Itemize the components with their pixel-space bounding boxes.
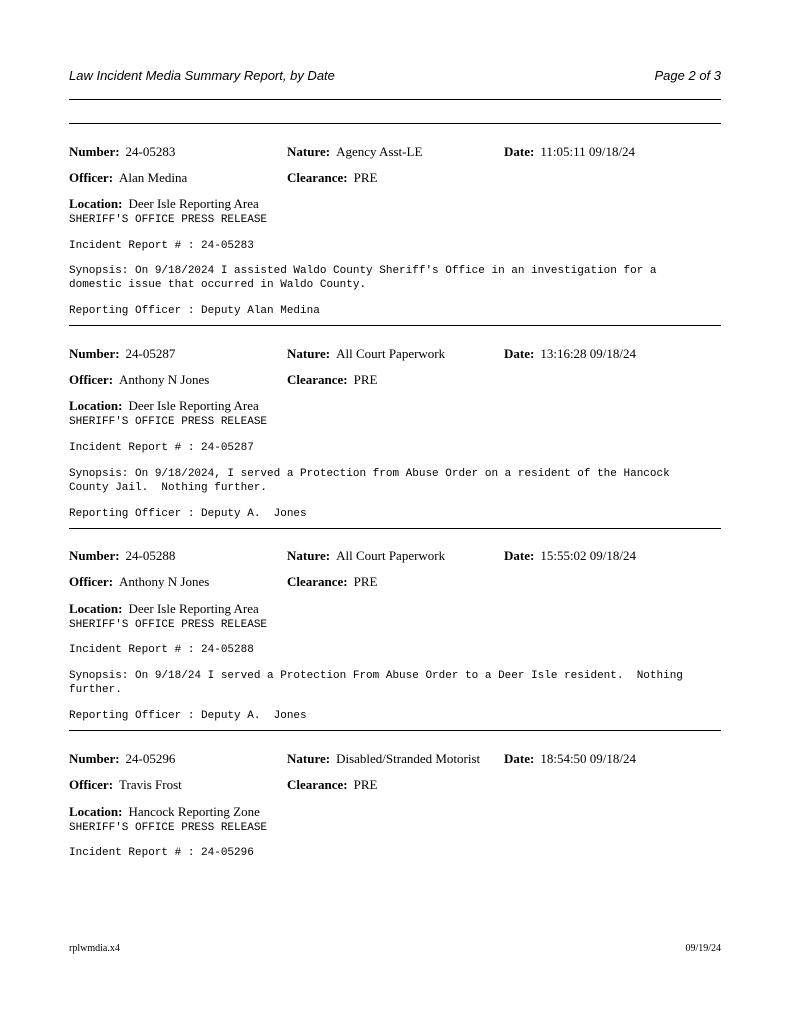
reporting-officer-line: Reporting Officer : Deputy A. Jones <box>69 710 307 722</box>
record-divider <box>69 528 721 529</box>
date-field: Date: 18:54:50 09/18/24 <box>504 751 637 766</box>
incident-report-line: Incident Report # : 24-05288 <box>69 644 254 656</box>
press-release-line: SHERIFF'S OFFICE PRESS RELEASE <box>69 214 268 226</box>
officer-field: Officer: Alan Medina <box>69 170 188 185</box>
clearance-field: Clearance: PRE <box>287 574 378 589</box>
clearance-field: Clearance: PRE <box>287 777 378 792</box>
nature-field: Nature: Agency Asst-LE <box>287 144 423 159</box>
location-field: Location: Deer Isle Reporting Area <box>69 601 259 616</box>
date-field: Date: 15:55:02 09/18/24 <box>504 548 637 563</box>
location-field: Location: Deer Isle Reporting Area <box>69 398 259 413</box>
number-field: Number: 24-05296 <box>69 751 176 766</box>
footer-print-date: 09/19/24 <box>685 943 721 954</box>
officer-field: Officer: Anthony N Jones <box>69 574 210 589</box>
report-title: Law Incident Media Summary Report, by Date <box>69 68 335 83</box>
officer-field: Officer: Travis Frost <box>69 777 182 792</box>
location-field: Location: Deer Isle Reporting Area <box>69 196 259 211</box>
synopsis-text: Synopsis: On 9/18/2024, I served a Protection from Abuse Order on a resident of the Hancock County Jail. Nothing further. <box>69 468 670 494</box>
nature-field: Nature: All Court Paperwork <box>287 346 446 361</box>
incident-report-line: Incident Report # : 24-05296 <box>69 847 254 859</box>
clearance-field: Clearance: PRE <box>287 170 378 185</box>
page-number: Page 2 of 3 <box>654 68 721 83</box>
clearance-field: Clearance: PRE <box>287 372 378 387</box>
reporting-officer-line: Reporting Officer : Deputy Alan Medina <box>69 305 320 317</box>
synopsis-text: Synopsis: On 9/18/24 I served a Protection From Abuse Order to a Deer Isle resident. Nothing further. <box>69 670 683 696</box>
number-field: Number: 24-05287 <box>69 346 176 361</box>
header-rule-1 <box>69 99 721 100</box>
date-field: Date: 11:05:11 09/18/24 <box>504 144 636 159</box>
nature-field: Nature: Disabled/Stranded Motorist <box>287 751 481 766</box>
incident-report-line: Incident Report # : 24-05283 <box>69 240 254 252</box>
synopsis-text: Synopsis: On 9/18/2024 I assisted Waldo County Sheriff's Office in an investigation for a domestic issue that occurred in Waldo County. <box>69 265 657 291</box>
footer-report-code: rplwmdia.x4 <box>69 943 120 954</box>
nature-field: Nature: All Court Paperwork <box>287 548 446 563</box>
press-release-line: SHERIFF'S OFFICE PRESS RELEASE <box>69 416 268 428</box>
press-release-line: SHERIFF'S OFFICE PRESS RELEASE <box>69 822 268 834</box>
number-field: Number: 24-05283 <box>69 144 176 159</box>
record-divider <box>69 325 721 326</box>
press-release-line: SHERIFF'S OFFICE PRESS RELEASE <box>69 619 268 631</box>
record-divider <box>69 730 721 731</box>
incident-report-line: Incident Report # : 24-05287 <box>69 442 254 454</box>
header-rule-2 <box>69 123 721 124</box>
date-field: Date: 13:16:28 09/18/24 <box>504 346 637 361</box>
reporting-officer-line: Reporting Officer : Deputy A. Jones <box>69 508 307 520</box>
number-field: Number: 24-05288 <box>69 548 176 563</box>
officer-field: Officer: Anthony N Jones <box>69 372 210 387</box>
location-field: Location: Hancock Reporting Zone <box>69 804 260 819</box>
